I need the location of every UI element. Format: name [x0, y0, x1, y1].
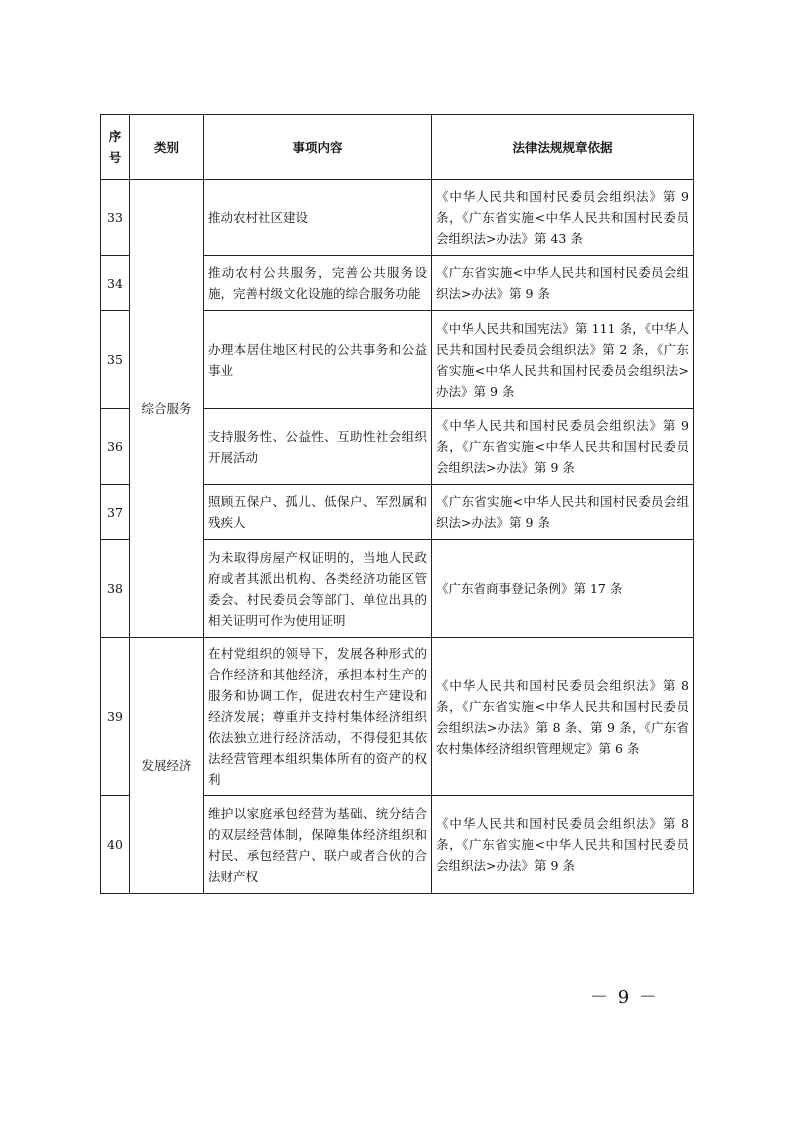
- item-content: 照顾五保户、孤儿、低保户、军烈属和残疾人: [204, 485, 432, 540]
- table-row: [101, 180, 694, 256]
- item-content: 为未取得房屋产权证明的，当地人民政府或者其派出机构、各类经济功能区管委会、村民委员会等部门、单位出具的相关证明可作为使用证明: [204, 540, 432, 638]
- row-number: 37: [101, 485, 130, 540]
- header-row: [101, 115, 694, 180]
- legal-basis: 《广东省商事登记条例》第 17 条: [432, 540, 694, 638]
- legal-basis: 《中华人民共和国村民委员会组织法》第 9 条，《广东省实施<中华人民共和国村民委员会组织法>办法》第 43 条: [432, 180, 694, 256]
- row-number: 33: [101, 180, 130, 256]
- item-content: 支持服务性、公益性、互助性社会组织开展活动: [204, 409, 432, 485]
- legal-basis: 《中华人民共和国宪法》第 111 条，《中华人民共和国村民委员会组织法》第 2 条，《广东省实施<中华人民共和国村民委员会组织法>办法》第 9 条: [432, 311, 694, 409]
- row-number: 40: [101, 796, 130, 894]
- legal-basis: 《中华人民共和国村民委员会组织法》第 8 条，《广东省实施<中华人民共和国村民委员会组织法>办法》第 8 条、第 9 条，《广东省农村集体经济组织管理规定》第 6 条: [432, 638, 694, 796]
- row-number: 36: [101, 409, 130, 485]
- legal-basis: 《广东省实施<中华人民共和国村民委员会组织法>办法》第 9 条: [432, 256, 694, 311]
- item-content: 维护以家庭承包经营为基础、统分结合的双层经营体制，保障集体经济组织和村民、承包经营户、联户或者合伙的合法财产权: [204, 796, 432, 894]
- regulation-table: [100, 114, 694, 894]
- category-cell: 发展经济: [130, 638, 204, 894]
- header-seq: 序号: [101, 115, 130, 180]
- page-number: － 9 －: [590, 987, 659, 1008]
- legal-basis: 《中华人民共和国村民委员会组织法》第 9 条，《广东省实施<中华人民共和国村民委员会组织法>办法》第 9 条: [432, 409, 694, 485]
- item-content: 办理本居住地区村民的公共事务和公益事业: [204, 311, 432, 409]
- legal-basis: 《中华人民共和国村民委员会组织法》第 8 条，《广东省实施<中华人民共和国村民委员会组织法>办法》第 9 条: [432, 796, 694, 894]
- header-category: 类别: [130, 115, 204, 180]
- row-number: 39: [101, 638, 130, 796]
- item-content: 推动农村社区建设: [204, 180, 432, 256]
- row-number: 34: [101, 256, 130, 311]
- header-content: 事项内容: [204, 115, 432, 180]
- item-content: 推动农村公共服务，完善公共服务设施，完善村级文化设施的综合服务功能: [204, 256, 432, 311]
- row-number: 35: [101, 311, 130, 409]
- row-number: 38: [101, 540, 130, 638]
- category-cell: 综合服务: [130, 180, 204, 638]
- item-content: 在村党组织的领导下，发展各种形式的合作经济和其他经济，承担本村生产的服务和协调工作，促进农村生产建设和经济发展；尊重并支持村集体经济组织依法独立进行经济活动，不得侵犯其依法经营管理本组织集体所有的资产的权利: [204, 638, 432, 796]
- legal-basis: 《广东省实施<中华人民共和国村民委员会组织法>办法》第 9 条: [432, 485, 694, 540]
- table-row: [101, 638, 694, 796]
- header-basis: 法律法规规章依据: [432, 115, 694, 180]
